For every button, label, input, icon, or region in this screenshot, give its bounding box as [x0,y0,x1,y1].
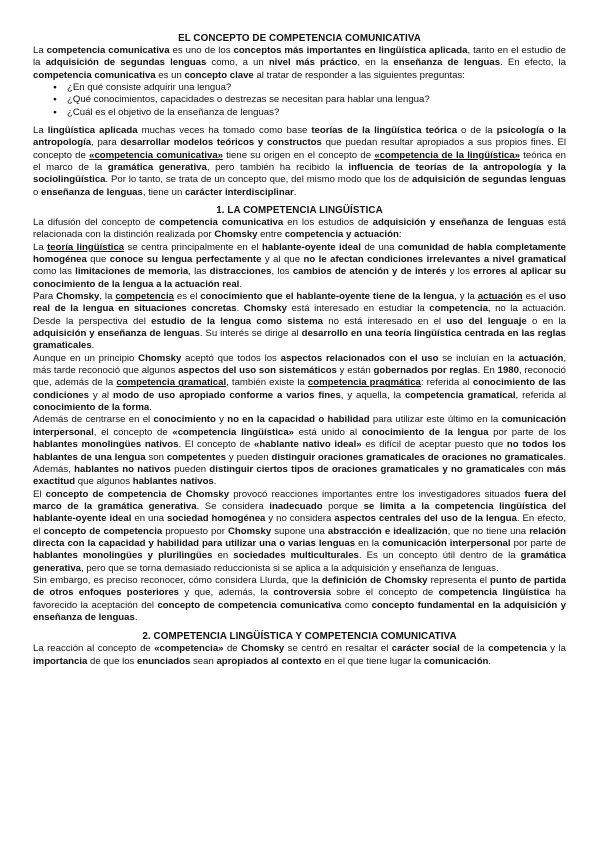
document-page [33,32,566,668]
document-title: EL CONCEPTO DE COMPETENCIA COMUNICATIVA [178,33,421,44]
section-1-paragraph-6: El concepto de competencia de Chomsky provocó reacciones importantes entre los investigadores situados fuera del marco de la gramática generativa. Se considera inadecuado porque se limita a la competencia lingüística del hablante-oyente ideal en una sociedad homogénea y no considera aspectos centrales del uso de la lengua. En efecto, el concepto de competencia propuesto por Chomsky supone una abstracción e idealización, que no tiene una relación directa con la capacidad y habilidad para utilizar una o varias lenguas en la comunicación interpersonal por parte de hablantes monolingües y plurilingües en sociedades multiculturales. Es un concepto útil dentro de la gramática generativa, pero que se torna demasiado reduccionista si se aplica a la adquisición y enseñanza de lenguas. [33,488,567,574]
section-1-heading: 1. LA COMPETENCIA LINGÜÍSTICA [216,204,383,216]
question-item: ● ¿Qué conocimientos, capacidades o destrezas se necesitan para hablar una lengua? [67,94,566,106]
section-1-paragraph-7: Sin embargo, es preciso reconocer, cómo considera Llurda, que la definición de Chomsky representa el punto de partida de otros enfoques posteriores y que, además, la controversia sobre el concepto de competencia lingüística ha favorecido la aceptación del concepto de competencia comunicativa como concepto fundamental en la adquisición y enseñanza de lenguas. [33,574,567,623]
question-item: ● ¿Cuál es el objetivo de la enseñanza de lenguas? [67,107,566,119]
question-item: ● ¿En qué consiste adquirir una lengua? [67,82,566,94]
section-2-paragraph-1: La reacción al concepto de «competencia» de Chomsky se centró en resaltar el carácter social de la competencia y la importancia de que los enunciados sean apropiados al contexto en el que tiene lugar la comunicación. [33,643,567,667]
intro-paragraph-2: La lingüística aplicada muchas veces ha tomado como base teorías de la lingüística teórica o de la psicología o la antropología, para desarrollar modelos teóricos y constructos que puedan resultar apropiados a sus propios fines. El concepto de «competencia comunicativa» tiene su origen en el concepto de «competencia de la lingüística» teórica en el marco de la gramática generativa, pero también ha recibido la influencia de teorías de la antropología y la sociolingüística. Por lo tanto, se trata de un concepto que, del mismo modo que los de adquisición de segundas lenguas o enseñanza de lenguas, tiene un carácter interdisciplinar. [33,124,567,198]
section-1-paragraph-3: Para Chomsky, la competencia es el conocimiento que el hablante-oyente tiene de la lengua, y la actuación es el uso real de la lengua en situaciones concretas. Chomsky está interesado en estudiar la competencia, no la actuación. Desde la perspectiva del estudio de la lengua como sistema no está interesado en el uso del lenguaje o en la adquisición y enseñanza de lenguas. Su interés se dirige al desarrollo en una teoría lingüística centrada en las reglas gramaticales. [33,291,566,352]
intro-paragraph-1: La competencia comunicativa es uno de los conceptos más importantes en lingüística aplicada, tanto en el estudio de la adquisición de segundas lenguas como, a un nivel más práctico, en la enseñanza de lenguas. En efecto, la competencia comunicativa es un concepto clave al tratar de responder a las siguientes preguntas: [33,45,567,81]
section-2-heading: 2. COMPETENCIA LINGÜÍSTICA Y COMPETENCIA COMUNICATIVA [142,631,457,643]
question-list [33,82,566,119]
section-1-paragraph-4: Aunque en un principio Chomsky aceptó que todos los aspectos relacionados con el uso se incluían en la actuación, más tarde reconoció que algunos aspectos del uso son sistemáticos y están gobernados por reglas. En 1980, reconoció que, además de la competencia gramatical, también existe la competencia pragmática: referida al conocimiento de las condiciones y al modo de uso apropiado conforme a varios fines, y aquella, la competencia gramatical, referida al conocimiento de la forma. [33,352,567,414]
section-1-paragraph-2: La teoría lingüística se centra principalmente en el hablante-oyente ideal de una comunidad de habla completamente homogénea que conoce su lengua perfectamente y al que no le afectan condiciones irrelevantes a nivel gramatical como las limitaciones de memoria, las distracciones, los cambios de atención y de interés y los errores al aplicar su conocimiento de la lengua a la actuación real. [33,241,566,290]
section-1-paragraph-1: La difusión del concepto de competencia comunicativa en los estudios de adquisición y enseñanza de lenguas está relacionada con la distinción realizada por Chomsky entre competencia y actuación: [33,216,566,241]
section-1-paragraph-5: Además de centrarse en el conocimiento y no en la capacidad o habilidad para utilizar este último en la comunicación interpersonal, el concepto de «competencia lingüística» está unido al conocimiento de la lengua por parte de los hablantes monolingües nativos. El concepto de «hablante nativo ideal» es difícil de aceptar puesto que no todos los hablantes de una lengua son competentes y pueden distinguir oraciones gramaticales de oraciones no gramaticales. Además, hablantes no nativos pueden distinguir ciertos tipos de oraciones gramaticales y no gramaticales con más exactitud que algunos hablantes nativos. [33,414,566,488]
